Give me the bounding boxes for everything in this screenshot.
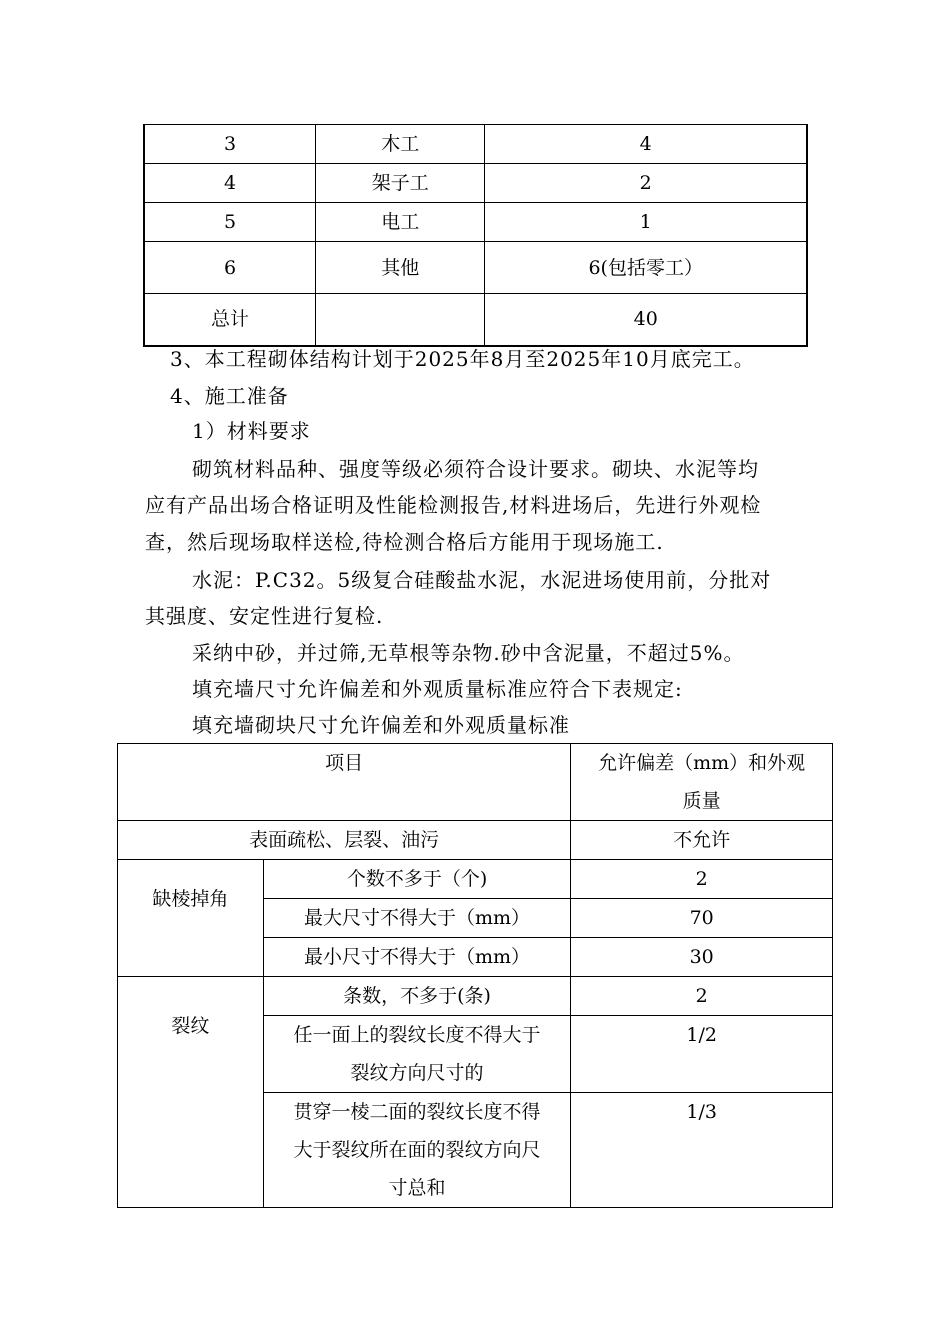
crack-item: 条数，不多于(条) [263,977,571,1016]
corner-group-label: 缺棱掉角 [118,860,264,977]
table-row [144,203,807,242]
table-row [118,860,833,899]
crack-value: 2 [571,977,833,1016]
trade-name: 电工 [315,203,484,242]
corner-value: 30 [571,938,833,977]
table-row [144,242,807,294]
header-value-line: 质量 [682,790,721,812]
corner-item: 个数不多于（个) [263,860,571,899]
cement-paragraph-line: 水泥：P.C32。5级复合硅酸盐水泥，水泥进场使用前，分批对 [192,568,772,592]
crack-item-line: 贯穿一棱二面的裂纹长度不得 [293,1101,541,1123]
crack-item-line: 裂纹方向尺寸的 [350,1062,484,1084]
crack-item-line: 寸总和 [388,1177,446,1199]
table-caption: 填充墙砌块尺寸允许偏差和外观质量标准 [192,713,570,737]
quality-standard-table [117,743,833,1208]
material-paragraph-line: 砌筑材料品种、强度等级必须符合设计要求。砌块、水泥等均 [192,457,759,481]
header-item: 项目 [118,744,571,821]
trade-name: 木工 [315,125,484,164]
material-paragraph-line: 应有产品出场合格证明及性能检测报告,材料进场后，先进行外观检 [145,493,762,517]
crack-group-label: 裂纹 [118,977,264,1208]
worker-count: 4 [485,125,807,164]
subsection-heading: 1）材料要求 [192,419,311,443]
crack-value: 1/3 [571,1093,833,1208]
table-row [144,125,807,164]
worker-count: 1 [485,203,807,242]
schedule-paragraph: 3、本工程砌体结构计划于2025年8月至2025年10月底完工。 [170,347,755,371]
corner-item: 最小尺寸不得大于（mm） [263,938,571,977]
corner-item: 最大尺寸不得大于（mm） [263,899,571,938]
standard-intro: 填充墙尺寸允许偏差和外观质量标准应符合下表规定: [192,677,683,701]
crack-item [263,1016,571,1093]
surface-value: 不允许 [571,821,833,860]
header-value-line: 允许偏差（mm）和外观 [598,752,806,774]
staffing-table [143,124,808,347]
crack-value: 1/2 [571,1016,833,1093]
corner-value: 70 [571,899,833,938]
cement-paragraph-line: 其强度、安定性进行复检. [145,604,384,628]
worker-count: 6(包括零工） [485,242,807,294]
corner-value: 2 [571,860,833,899]
crack-item [263,1093,571,1208]
table-header-row [118,744,833,821]
table-row [118,977,833,1016]
sand-paragraph: 采纳中砂，并过筛,无草根等杂物.砂中含泥量，不超过5%。 [192,641,745,665]
table-row [118,821,833,860]
total-trade [315,294,484,346]
section-heading: 4、施工准备 [170,384,289,408]
crack-item-line: 大于裂纹所在面的裂纹方向尺 [293,1139,541,1161]
total-count: 40 [485,294,807,346]
total-label: 总计 [144,294,315,346]
crack-item-line: 任一面上的裂纹长度不得大于 [293,1024,541,1046]
trade-name: 其他 [315,242,484,294]
header-value [571,744,833,821]
row-number: 3 [144,125,315,164]
surface-item: 表面疏松、层裂、油污 [118,821,571,860]
row-number: 4 [144,164,315,203]
table-row [144,164,807,203]
row-number: 5 [144,203,315,242]
worker-count: 2 [485,164,807,203]
row-number: 6 [144,242,315,294]
material-paragraph-line: 查，然后现场取样送检,待检测合格后方能用于现场施工. [145,530,664,554]
total-row [144,294,807,346]
trade-name: 架子工 [315,164,484,203]
